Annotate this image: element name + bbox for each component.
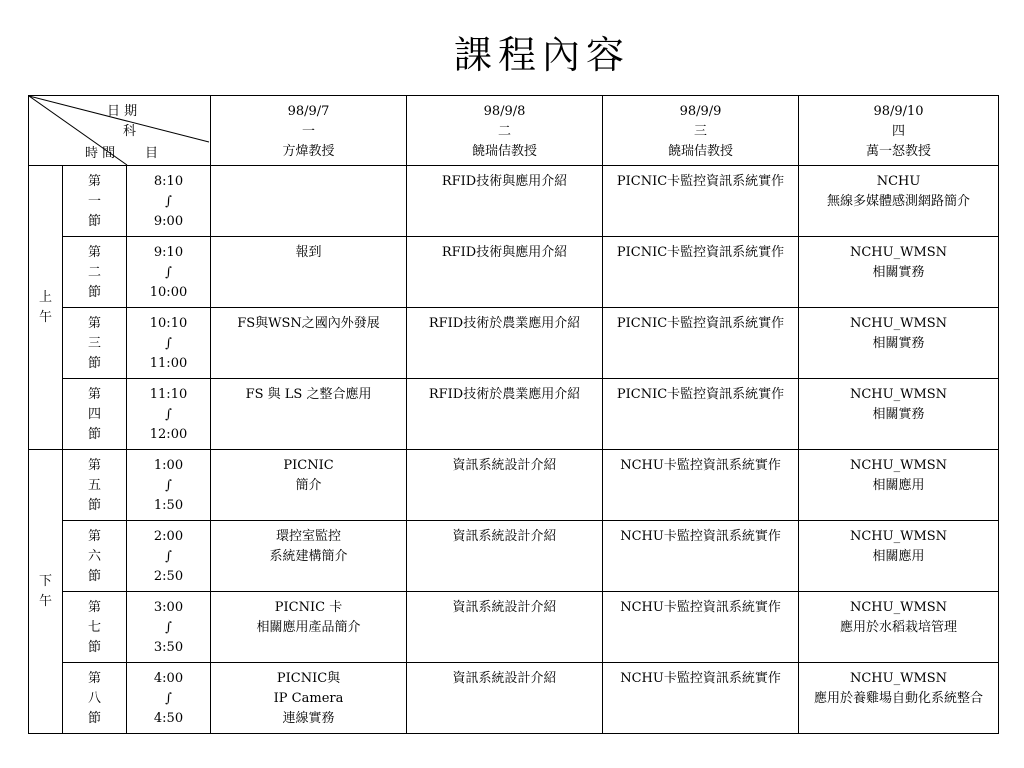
course-cell: PICNIC與 IP Camera 連線實務 xyxy=(211,663,407,734)
corner-cell xyxy=(29,96,211,166)
day-teacher: 方煒教授 xyxy=(282,144,335,159)
period-row xyxy=(29,592,999,663)
time-separator: ∫ xyxy=(165,478,172,493)
time-end: 3:50 xyxy=(153,640,184,655)
period-number-cell xyxy=(63,450,127,521)
time-start: 3:00 xyxy=(153,600,184,615)
course-cell: PICNIC卡監控資訊系統實作 xyxy=(603,379,799,450)
time-end: 2:50 xyxy=(153,569,184,584)
course-cell: FS與WSN之國內外發展 xyxy=(211,308,407,379)
period-char: 節 xyxy=(87,498,101,513)
period-char: 節 xyxy=(87,427,101,442)
day-date: 98/9/8 xyxy=(483,104,526,119)
time-start: 9:10 xyxy=(153,245,184,260)
period-row xyxy=(29,450,999,521)
period-char: 第 xyxy=(87,458,101,473)
day-date: 98/9/9 xyxy=(679,104,722,119)
period-char: 節 xyxy=(87,711,101,726)
time-separator: ∫ xyxy=(165,407,172,422)
time-start: 4:00 xyxy=(153,671,184,686)
time-separator: ∫ xyxy=(165,691,172,706)
page-title: 課程內容 xyxy=(453,33,630,77)
period-time-cell xyxy=(127,450,211,521)
period-char: 節 xyxy=(87,285,101,300)
course-cell: RFID技術於農業應用介紹 xyxy=(407,379,603,450)
course-cell: 報到 xyxy=(211,237,407,308)
course-cell: NCHU 無線多媒體感測網路簡介 xyxy=(799,166,999,237)
course-cell: NCHU_WMSN 相關應用 xyxy=(799,521,999,592)
period-row xyxy=(29,166,999,237)
time-separator: ∫ xyxy=(165,194,172,209)
time-separator: ∫ xyxy=(165,620,172,635)
period-number-cell xyxy=(63,308,127,379)
time-start: 2:00 xyxy=(153,529,184,544)
course-cell: NCHU_WMSN 相關應用 xyxy=(799,450,999,521)
period-row xyxy=(29,379,999,450)
period-char: 節 xyxy=(87,214,101,229)
course-cell: PICNIC 簡介 xyxy=(211,450,407,521)
course-cell: NCHU卡監控資訊系統實作 xyxy=(603,450,799,521)
period-char: 節 xyxy=(87,569,101,584)
time-start: 11:10 xyxy=(149,387,188,402)
day-weekday: 四 xyxy=(892,124,906,139)
course-cell: NCHU卡監控資訊系統實作 xyxy=(603,521,799,592)
day-date: 98/9/7 xyxy=(287,104,330,119)
time-end: 11:00 xyxy=(149,356,188,371)
period-time-cell xyxy=(127,166,211,237)
course-cell: 資訊系統設計介紹 xyxy=(407,592,603,663)
course-cell: NCHU_WMSN 相關實務 xyxy=(799,237,999,308)
day-weekday: 二 xyxy=(498,124,512,139)
day-teacher: 萬一怒教授 xyxy=(866,144,932,159)
course-cell: PICNIC 卡 相關應用產品簡介 xyxy=(211,592,407,663)
course-cell xyxy=(211,166,407,237)
course-cell: NCHU_WMSN 相關實務 xyxy=(799,379,999,450)
day-weekday: 一 xyxy=(302,124,316,139)
schedule-table xyxy=(28,95,999,734)
session-char: 午 xyxy=(38,309,52,325)
period-number-cell xyxy=(63,237,127,308)
period-char: 七 xyxy=(87,620,101,635)
header-row xyxy=(29,96,999,166)
period-char: 一 xyxy=(87,194,101,209)
period-char: 第 xyxy=(87,316,101,331)
time-separator: ∫ xyxy=(165,265,172,280)
course-cell: RFID技術與應用介紹 xyxy=(407,166,603,237)
time-end: 4:50 xyxy=(153,711,184,726)
day-header-3 xyxy=(603,96,799,166)
day-weekday: 三 xyxy=(694,124,708,139)
period-char: 第 xyxy=(87,671,101,686)
time-end: 1:50 xyxy=(153,498,184,513)
corner-date-label: 日 期 xyxy=(107,104,138,119)
period-time-cell xyxy=(127,379,211,450)
day-teacher: 饒瑞佶教授 xyxy=(668,144,734,159)
corner-time-label: 時 間 xyxy=(85,146,116,161)
day-header-4 xyxy=(799,96,999,166)
course-cell: 環控室監控 系統建構簡介 xyxy=(211,521,407,592)
time-separator: ∫ xyxy=(165,549,172,564)
day-header-2 xyxy=(407,96,603,166)
time-end: 12:00 xyxy=(149,427,188,442)
time-separator: ∫ xyxy=(165,336,172,351)
period-time-cell xyxy=(127,237,211,308)
period-char: 第 xyxy=(87,245,101,260)
course-cell: PICNIC卡監控資訊系統實作 xyxy=(603,308,799,379)
period-time-cell xyxy=(127,308,211,379)
period-char: 二 xyxy=(87,265,101,280)
period-row xyxy=(29,663,999,734)
corner-subject-top: 科 xyxy=(123,124,137,139)
session-label-cell xyxy=(29,166,63,450)
session-char: 下 xyxy=(38,573,52,589)
period-char: 六 xyxy=(87,549,101,564)
course-cell: 資訊系統設計介紹 xyxy=(407,663,603,734)
period-char: 第 xyxy=(87,387,101,402)
day-teacher: 饒瑞佶教授 xyxy=(472,144,538,159)
course-cell: NCHU_WMSN 應用於水稻栽培管理 xyxy=(799,592,999,663)
time-start: 8:10 xyxy=(153,174,184,189)
session-label-cell xyxy=(29,450,63,734)
time-start: 1:00 xyxy=(153,458,184,473)
course-cell: 資訊系統設計介紹 xyxy=(407,521,603,592)
period-time-cell xyxy=(127,663,211,734)
course-cell: NCHU_WMSN 應用於養雞場自動化系統整合 xyxy=(799,663,999,734)
day-date: 98/9/10 xyxy=(873,104,924,119)
period-char: 四 xyxy=(87,407,101,422)
period-number-cell xyxy=(63,592,127,663)
period-number-cell xyxy=(63,663,127,734)
course-cell: 資訊系統設計介紹 xyxy=(407,450,603,521)
course-cell: FS 與 LS 之整合應用 xyxy=(211,379,407,450)
period-char: 第 xyxy=(87,600,101,615)
session-char: 午 xyxy=(38,593,52,609)
period-char: 節 xyxy=(87,640,101,655)
session-char: 上 xyxy=(38,289,52,305)
period-number-cell xyxy=(63,166,127,237)
course-cell: NCHU卡監控資訊系統實作 xyxy=(603,663,799,734)
course-cell: PICNIC卡監控資訊系統實作 xyxy=(603,237,799,308)
corner-subject-bottom: 目 xyxy=(145,146,159,161)
period-char: 第 xyxy=(87,174,101,189)
course-cell: RFID技術與應用介紹 xyxy=(407,237,603,308)
period-row xyxy=(29,521,999,592)
course-cell: NCHU卡監控資訊系統實作 xyxy=(603,592,799,663)
period-time-cell xyxy=(127,592,211,663)
course-cell: NCHU_WMSN 相關實務 xyxy=(799,308,999,379)
time-end: 10:00 xyxy=(149,285,188,300)
period-time-cell xyxy=(127,521,211,592)
period-number-cell xyxy=(63,379,127,450)
period-char: 節 xyxy=(87,356,101,371)
period-char: 第 xyxy=(87,529,101,544)
period-char: 三 xyxy=(87,336,101,351)
period-number-cell xyxy=(63,521,127,592)
course-cell: PICNIC卡監控資訊系統實作 xyxy=(603,166,799,237)
course-cell: RFID技術於農業應用介紹 xyxy=(407,308,603,379)
time-start: 10:10 xyxy=(149,316,188,331)
time-end: 9:00 xyxy=(153,214,184,229)
period-char: 五 xyxy=(87,478,101,493)
period-row xyxy=(29,237,999,308)
day-header-1 xyxy=(211,96,407,166)
period-char: 八 xyxy=(87,691,101,706)
period-row xyxy=(29,308,999,379)
